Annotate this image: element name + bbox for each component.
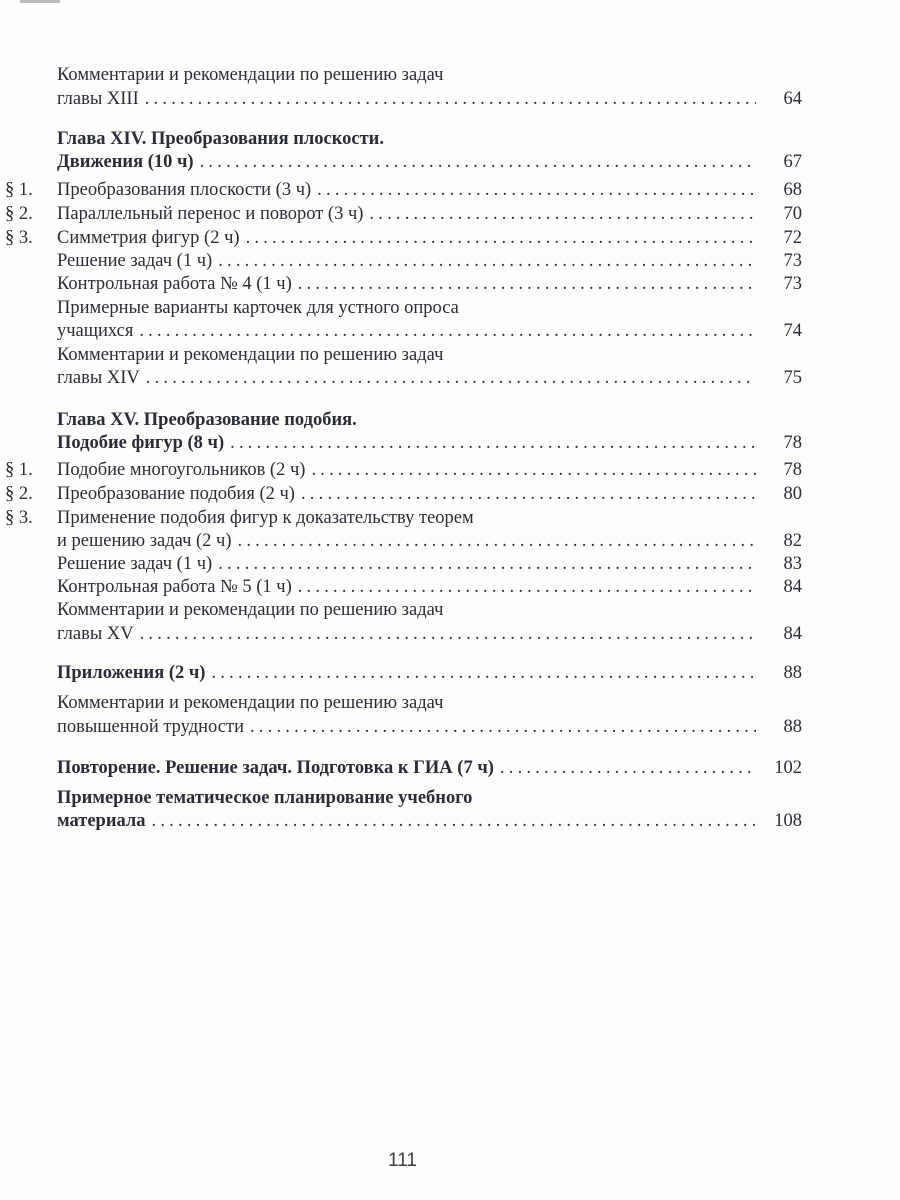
dot-leader [200,150,756,174]
section-number: § 1. [5,180,33,200]
chapter-entry [57,756,802,780]
toc-text: Примерное тематическое планирование учебного [57,788,473,808]
page-ref: 73 [783,274,802,294]
toc-text: Приложения (2 ч) [57,663,206,683]
dot-leader [140,622,756,646]
scan-artifact [20,0,60,3]
toc-text: Контрольная работа № 4 (1 ч) [57,274,292,294]
toc-entry [5,178,802,202]
page-ref: 74 [783,321,802,341]
page-ref: 75 [783,368,802,388]
page-ref: 88 [783,663,802,683]
dot-leader [246,226,756,250]
chapter-heading [57,127,802,151]
section-number: § 3. [5,228,33,248]
toc-text: Решение задач (1 ч) [57,554,213,574]
page-ref: 73 [783,251,802,271]
toc-text: Преобразования плоскости (3 ч) [57,180,312,200]
toc-text: Подобие многоугольников (2 ч) [57,460,306,480]
page-ref: 78 [783,433,802,453]
section-number: § 2. [5,204,33,224]
page-ref: 88 [783,717,802,737]
toc-entry [57,529,802,553]
chapter-entry [57,150,802,174]
toc-text: Комментарии и рекомендации по решению задач [57,600,444,620]
chapter-heading [57,786,802,810]
page-ref: 80 [783,484,802,504]
chapter-entry [57,661,802,685]
toc-text: Комментарии и рекомендации по решению задач [57,65,444,85]
toc-text: главы XIV [57,368,140,388]
page-ref: 64 [783,89,802,109]
dot-leader [298,272,756,296]
toc-entry [57,575,802,599]
dot-leader [298,575,756,599]
dot-leader [139,319,756,343]
toc-line [57,296,802,320]
toc-entry [5,226,802,250]
dot-leader [211,661,756,685]
section-number: § 1. [5,460,33,480]
toc-entry [5,458,802,482]
dot-leader [230,431,756,455]
page-ref: 108 [774,811,802,831]
page-ref: 82 [783,531,802,551]
section-number: § 2. [5,484,33,504]
toc-entry [5,202,802,226]
toc-entry [57,272,802,296]
page-ref: 70 [783,204,802,224]
toc-text: Повторение. Решение задач. Подготовка к ГИА (7 ч) [57,758,494,778]
toc-text: Подобие фигур (8 ч) [57,433,225,453]
toc-entry [57,319,802,343]
dot-leader [146,366,756,390]
page-ref: 83 [783,554,802,574]
toc-text: материала [57,811,146,831]
toc-text: Комментарии и рекомендации по решению задач [57,345,444,365]
toc-text: Симметрия фигур (2 ч) [57,228,240,248]
page-ref: 72 [783,228,802,248]
toc-text: Примерные варианты карточек для устного опроса [57,298,459,318]
toc-text: Глава XIV. Преобразования плоскости. [57,129,384,149]
toc-entry [5,482,802,506]
toc-entry [57,87,802,111]
page-ref: 67 [783,152,802,172]
toc-entry [57,622,802,646]
toc-line [5,506,802,530]
dot-leader [250,715,756,739]
toc-entry [57,552,802,576]
toc-text: и решению задач (2 ч) [57,531,232,551]
toc-text: Преобразование подобия (2 ч) [57,484,295,504]
section-number: § 3. [5,508,33,528]
dot-leader [317,178,756,202]
dot-leader [238,529,756,553]
page-ref: 78 [783,460,802,480]
dot-leader [301,482,756,506]
page-ref: 102 [774,758,802,778]
toc-text: Применение подобия фигур к доказательству теорем [57,508,474,528]
dot-leader [500,756,756,780]
dot-leader [145,87,756,111]
page-ref: 68 [783,180,802,200]
toc-entry [57,249,802,273]
toc-text: Решение задач (1 ч) [57,251,213,271]
page-number: 111 [388,1150,417,1171]
toc-line [57,63,802,87]
toc-text: Комментарии и рекомендации по решению задач [57,693,444,713]
toc-text: Глава XV. Преобразование подобия. [57,410,357,430]
toc-line [57,598,802,622]
dot-leader [218,552,756,576]
toc-text: Движения (10 ч) [57,152,194,172]
toc-text: Параллельный перенос и поворот (3 ч) [57,204,364,224]
toc-entry [57,366,802,390]
chapter-entry [57,431,802,455]
toc-line [57,691,802,715]
page-ref: 84 [783,577,802,597]
page-ref: 84 [783,624,802,644]
toc-text: учащихся [57,321,134,341]
toc-entry [57,715,802,739]
toc-text: главы XV [57,624,134,644]
toc-text: повышенной трудности [57,717,244,737]
toc-text: Контрольная работа № 5 (1 ч) [57,577,292,597]
toc-line [57,343,802,367]
chapter-heading [57,408,802,432]
dot-leader [311,458,756,482]
dot-leader [218,249,756,273]
toc-text: главы XIII [57,89,139,109]
chapter-entry [57,809,802,833]
dot-leader [152,809,756,833]
dot-leader [369,202,756,226]
